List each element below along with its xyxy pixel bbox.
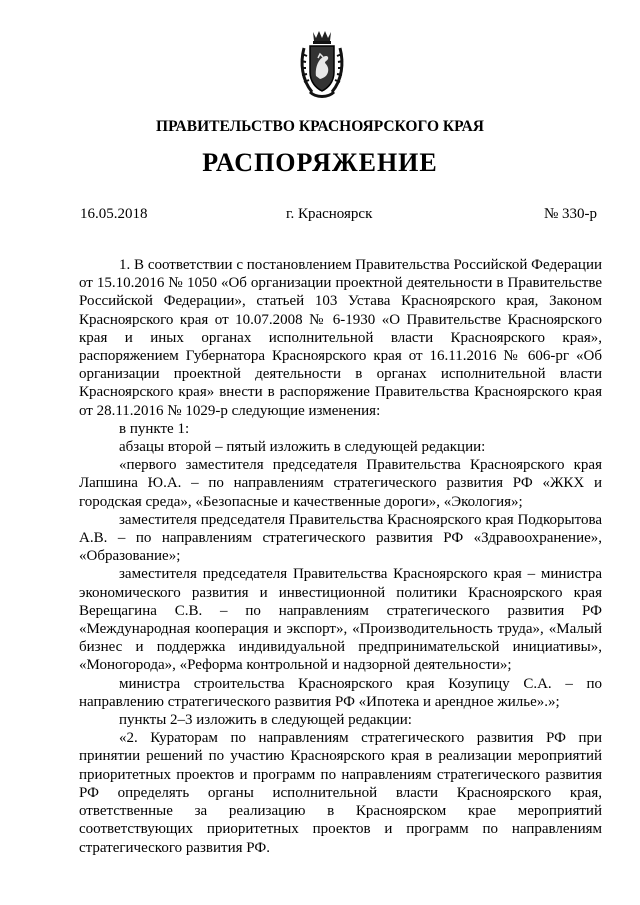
- document-date: 16.05.2018: [80, 206, 148, 222]
- paragraph: «2. Кураторам по направлениям стратегического развития РФ при принятии решений по участию Красноярского края в реализации мероприятий приоритетных проектов и программ по направлениям стратегического развития РФ определять органы исполнительной власти Красноярского края, ответственные за реализацию в Красноярском крае мероприятий соответствующих приоритетных проектов и программ по направлениям стратегического развития РФ.: [79, 730, 602, 856]
- document-type-title: РАСПОРЯЖЕНИЕ: [202, 148, 438, 177]
- paragraph: в пункте 1:: [119, 420, 190, 437]
- paragraph: абзацы второй – пятый изложить в следующей редакции:: [119, 439, 486, 456]
- paragraph: заместителя председателя Правительства Красноярского края Подкорытова А.В. – по направлениям стратегического развития РФ «Здравоохранение», «Образование»;: [79, 511, 602, 565]
- document-body: [79, 256, 602, 857]
- paragraph: 1. В соответствии с постановлением Правительства Российской Федерации от 15.10.2016 № 1050 «Об организации проектной деятельности в Правительстве Российской Федерации», статьей 103 Устава Красноярского края, Законом Красноярского края от 10.07.2008 № 6-1930 «О Правительстве Красноярского края и иных органах исполнительной власти Красноярского края», распоряжением Губернатора Красноярского края от 16.11.2016 № 606-рг «Об организации проектной деятельности в органах исполнительной власти Красноярского края» внести в распоряжение Правительства Красноярского края от 28.11.2016 № 1029-р следующие изменения:: [79, 257, 602, 419]
- document-number: № 330-р: [544, 206, 598, 222]
- paragraph: пункты 2–3 изложить в следующей редакции:: [119, 712, 412, 729]
- organization-title: ПРАВИТЕЛЬСТВО КРАСНОЯРСКОГО КРАЯ: [156, 118, 484, 135]
- paragraph: министра строительства Красноярского края Козупицу С.А. – по направлению стратегического развития РФ «Ипотека и арендное жилье».»;: [79, 675, 602, 710]
- document-place: г. Красноярск: [286, 206, 373, 222]
- paragraph: «первого заместителя председателя Правительства Красноярского края Лапшина Ю.А. – по направлениям стратегического развития РФ «ЖКХ и городская среда», «Безопасные и качественные дороги», «Экология»;: [79, 457, 602, 510]
- paragraph: заместителя председателя Правительства Красноярского края – министра экономического развития и инвестиционной политики Красноярского края Верещагина С.В. – по направлениям стратегического развития РФ «Международная кооперация и экспорт», «Производительность труда», «Малый бизнес и поддержка индивидуальной предпринимательской инициативы», «Моногорода», «Реформа контрольной и надзорной деятельности»;: [79, 566, 602, 674]
- krasnoyarsk-coat-of-arms-icon: [296, 28, 348, 100]
